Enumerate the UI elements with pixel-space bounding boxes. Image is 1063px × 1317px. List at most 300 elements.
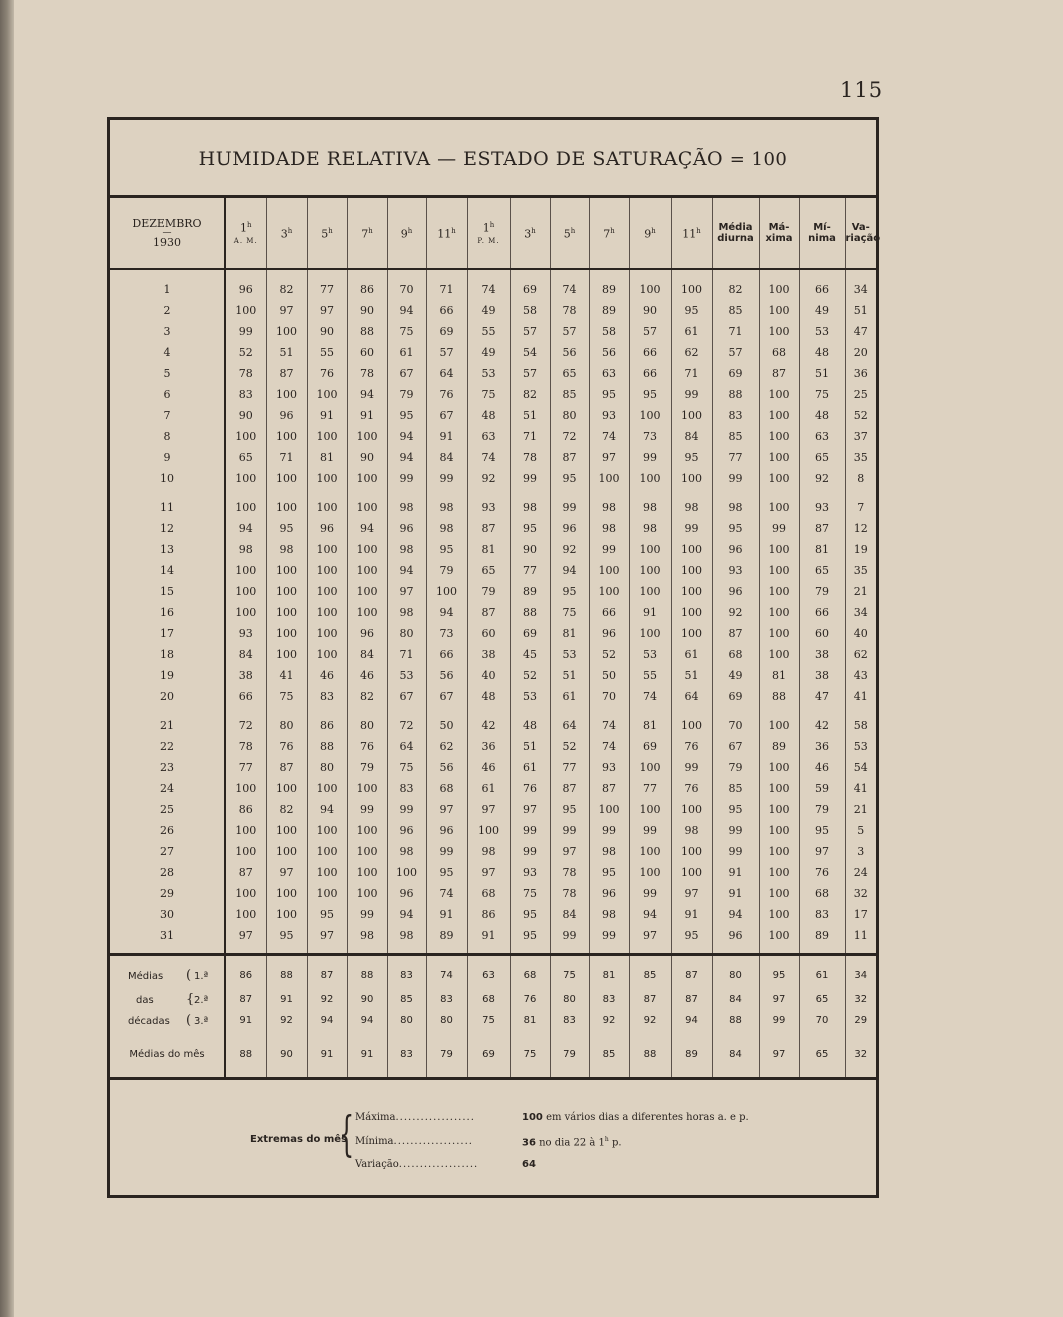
value-cell: 96 [266, 405, 307, 426]
value-cell: 61 [510, 757, 550, 778]
value-cell: 17 [845, 904, 876, 925]
hour-header [629, 198, 671, 269]
value-cell: 61 [671, 321, 712, 342]
value-cell: 100 [671, 560, 712, 581]
decade-gap-cell [225, 707, 266, 715]
value-cell: 47 [845, 321, 876, 342]
bottom-spacer [110, 946, 876, 955]
bottom-spacer-cell [510, 946, 550, 955]
value-cell: 88 [759, 686, 799, 707]
value-cell: 91 [712, 883, 759, 904]
value-cell: 79 [799, 581, 845, 602]
decade-mean-value: 68 [467, 989, 510, 1010]
value-cell: 100 [266, 841, 307, 862]
value-cell: 64 [671, 686, 712, 707]
value-cell: 57 [550, 321, 589, 342]
value-cell: 97 [426, 799, 467, 820]
value-cell: 48 [467, 405, 510, 426]
value-cell: 81 [799, 539, 845, 560]
decade-gap-cell [510, 489, 550, 497]
value-cell: 71 [671, 363, 712, 384]
value-cell: 95 [266, 925, 307, 946]
value-cell: 94 [307, 799, 347, 820]
value-cell: 95 [510, 518, 550, 539]
value-cell: 65 [799, 560, 845, 581]
value-cell: 98 [467, 841, 510, 862]
table-row [110, 384, 876, 405]
value-cell: 97 [671, 883, 712, 904]
variacao-line [355, 1159, 478, 1170]
top-spacer-cell [629, 269, 671, 279]
value-cell: 5 [845, 820, 876, 841]
value-cell: 77 [550, 757, 589, 778]
table-row [110, 715, 876, 736]
table-row [110, 363, 876, 384]
value-cell: 37 [845, 426, 876, 447]
top-spacer-cell [347, 269, 387, 279]
value-cell: 81 [307, 447, 347, 468]
value-cell: 94 [387, 447, 426, 468]
decade-gap-cell [799, 707, 845, 715]
value-cell: 98 [629, 497, 671, 518]
value-cell: 88 [712, 384, 759, 405]
value-cell: 100 [629, 623, 671, 644]
value-cell: 85 [712, 300, 759, 321]
value-cell: 100 [759, 862, 799, 883]
decade-mean-value: 90 [347, 989, 387, 1010]
hour-suffix: h [328, 227, 333, 236]
month-mean-value: 75 [510, 1031, 550, 1079]
decade-gap-cell [426, 489, 467, 497]
value-cell: 84 [671, 426, 712, 447]
value-cell: 100 [266, 904, 307, 925]
value-cell: 95 [589, 384, 629, 405]
value-cell: 100 [671, 799, 712, 820]
year-label: 1930 [153, 236, 181, 249]
decade-gap-cell [266, 489, 307, 497]
table-title [110, 148, 876, 170]
value-cell: 52 [845, 405, 876, 426]
value-cell: 87 [759, 363, 799, 384]
hour-suffix: h [489, 220, 495, 229]
value-cell: 90 [510, 539, 550, 560]
value-cell: 63 [799, 426, 845, 447]
value-cell: 100 [266, 560, 307, 581]
value-cell: 76 [799, 862, 845, 883]
value-cell: 70 [387, 279, 426, 300]
value-cell: 24 [845, 862, 876, 883]
decade-gap-cell [671, 489, 712, 497]
top-spacer-cell [225, 269, 266, 279]
value-cell: 100 [759, 904, 799, 925]
value-cell: 98 [426, 497, 467, 518]
value-cell: 100 [225, 581, 266, 602]
decade-mean-value: 83 [387, 955, 426, 990]
value-cell: 100 [225, 468, 266, 489]
minima-header-line: nima [808, 233, 836, 244]
value-cell: 100 [671, 602, 712, 623]
value-cell: 83 [387, 778, 426, 799]
table-row [110, 602, 876, 623]
maxima-note: em vários dias a diferentes horas a. e p. [546, 1112, 749, 1123]
value-cell: 53 [467, 363, 510, 384]
value-cell: 71 [510, 426, 550, 447]
value-cell: 98 [387, 925, 426, 946]
table-row [110, 686, 876, 707]
top-spacer-cell [307, 269, 347, 279]
hour-suffix: h [368, 227, 373, 236]
value-cell: 100 [225, 904, 266, 925]
value-cell: 100 [266, 426, 307, 447]
value-cell: 38 [799, 644, 845, 665]
table-row [110, 925, 876, 946]
decade-mean-value: 99 [759, 1010, 799, 1031]
decade-mean-value: 84 [712, 989, 759, 1010]
decade-mean-row [110, 989, 876, 1010]
value-cell: 61 [550, 686, 589, 707]
hour-header [510, 198, 550, 269]
decade-gap-cell [225, 489, 266, 497]
month-mean-value: 91 [307, 1031, 347, 1079]
top-spacer-cell [510, 269, 550, 279]
hour-label: 3 [280, 227, 288, 241]
table-frame [107, 117, 879, 1198]
decade-mean-value: 88 [712, 1010, 759, 1031]
decade-gap-cell [307, 707, 347, 715]
table-row [110, 581, 876, 602]
value-cell: 93 [510, 862, 550, 883]
value-cell: 96 [387, 883, 426, 904]
value-cell: 90 [225, 405, 266, 426]
top-spacer-cell [712, 269, 759, 279]
value-cell: 96 [712, 539, 759, 560]
value-cell: 74 [589, 736, 629, 757]
value-cell: 95 [510, 904, 550, 925]
value-cell: 95 [510, 925, 550, 946]
bottom-spacer-cell [799, 946, 845, 955]
value-cell: 41 [266, 665, 307, 686]
decade-mean-value: 76 [510, 989, 550, 1010]
hour-suffix: h [696, 227, 701, 236]
month-mean-value: 88 [225, 1031, 266, 1079]
value-cell: 86 [347, 279, 387, 300]
value-cell: 97 [510, 799, 550, 820]
table-row [110, 539, 876, 560]
decade-label-cell [110, 955, 225, 990]
value-cell: 100 [759, 715, 799, 736]
bottom-spacer-cell [307, 946, 347, 955]
decade-mean-value: 75 [550, 955, 589, 990]
day-cell: 28 [110, 862, 225, 883]
value-cell: 41 [845, 686, 876, 707]
maxima-header [759, 198, 799, 269]
table-row [110, 468, 876, 489]
value-cell: 60 [799, 623, 845, 644]
decade-mean-value: 85 [629, 955, 671, 990]
extremes-section [110, 1092, 876, 1195]
value-cell: 93 [589, 405, 629, 426]
decade-brace: ( [186, 1013, 192, 1028]
value-cell: 98 [387, 539, 426, 560]
value-cell: 56 [589, 342, 629, 363]
variacao-value: 64 [522, 1159, 536, 1170]
decade-gap [110, 489, 876, 497]
value-cell: 89 [426, 925, 467, 946]
decade-mean-value: 83 [589, 989, 629, 1010]
maxima-header-line: xima [765, 233, 793, 244]
value-cell: 91 [629, 602, 671, 623]
month-mean-value: 97 [759, 1031, 799, 1079]
day-cell: 6 [110, 384, 225, 405]
value-cell: 67 [387, 363, 426, 384]
value-cell: 100 [225, 602, 266, 623]
maxima-value-line [522, 1112, 749, 1123]
top-spacer-cell [550, 269, 589, 279]
decade-brace: { [186, 992, 195, 1007]
value-cell: 96 [307, 518, 347, 539]
value-cell: 81 [467, 539, 510, 560]
value-cell: 90 [629, 300, 671, 321]
value-cell: 78 [550, 883, 589, 904]
day-cell: 12 [110, 518, 225, 539]
decade-mean-value: 74 [426, 955, 467, 990]
value-cell: 100 [266, 321, 307, 342]
value-cell: 66 [426, 300, 467, 321]
value-cell: 91 [671, 904, 712, 925]
hour-header [671, 198, 712, 269]
month-mean-row [110, 1031, 876, 1079]
value-cell: 99 [712, 820, 759, 841]
value-cell: 76 [266, 736, 307, 757]
table-row [110, 665, 876, 686]
value-cell: 64 [426, 363, 467, 384]
value-cell: 100 [759, 497, 799, 518]
decade-gap-cell [387, 707, 426, 715]
value-cell: 69 [712, 686, 759, 707]
value-cell: 99 [712, 841, 759, 862]
decade-mean-value: 80 [550, 989, 589, 1010]
value-cell: 51 [550, 665, 589, 686]
value-cell: 61 [467, 778, 510, 799]
value-cell: 98 [426, 518, 467, 539]
value-cell: 83 [307, 686, 347, 707]
hour-header [347, 198, 387, 269]
value-cell: 55 [467, 321, 510, 342]
header-row [110, 198, 876, 269]
value-cell: 98 [629, 518, 671, 539]
value-cell: 95 [550, 799, 589, 820]
value-cell: 38 [467, 644, 510, 665]
table-row [110, 426, 876, 447]
hour-suffix: h [651, 227, 656, 236]
bottom-spacer-cell [467, 946, 510, 955]
value-cell: 100 [671, 862, 712, 883]
variacao-header-line: riação [845, 233, 881, 244]
value-cell: 98 [387, 497, 426, 518]
value-cell: 100 [307, 778, 347, 799]
month-mean-label: Médias do mês [110, 1031, 225, 1079]
variacao-dots: ................... [398, 1159, 479, 1170]
value-cell: 100 [671, 279, 712, 300]
decade-gap-cell [845, 707, 876, 715]
decade-mean-value: 88 [266, 955, 307, 990]
value-cell: 100 [759, 321, 799, 342]
month-label: DEZEMBRO [132, 217, 202, 230]
value-cell: 87 [467, 518, 510, 539]
value-cell: 46 [347, 665, 387, 686]
value-cell: 75 [550, 602, 589, 623]
value-cell: 51 [845, 300, 876, 321]
value-cell: 96 [387, 820, 426, 841]
decade-mean-row [110, 955, 876, 990]
month-mean-value: 79 [426, 1031, 467, 1079]
top-spacer-cell [266, 269, 307, 279]
value-cell: 100 [266, 468, 307, 489]
value-cell: 77 [225, 757, 266, 778]
value-cell: 42 [467, 715, 510, 736]
value-cell: 76 [307, 363, 347, 384]
value-cell: 93 [467, 497, 510, 518]
top-spacer-cell [845, 269, 876, 279]
value-cell: 100 [629, 757, 671, 778]
value-cell: 99 [629, 820, 671, 841]
day-cell: 11 [110, 497, 225, 518]
value-cell: 84 [347, 644, 387, 665]
decade-gap-cell [589, 707, 629, 715]
month-mean-value: 69 [467, 1031, 510, 1079]
minima-note-a: no dia 22 à 1 [539, 1137, 605, 1149]
value-cell: 94 [347, 384, 387, 405]
decade-gap-cell [671, 707, 712, 715]
value-cell: 99 [550, 820, 589, 841]
value-cell: 20 [845, 342, 876, 363]
month-mean-value: 65 [799, 1031, 845, 1079]
value-cell: 69 [510, 623, 550, 644]
value-cell: 99 [510, 820, 550, 841]
hour-suffix: h [610, 227, 615, 236]
value-cell: 81 [629, 715, 671, 736]
decade-gap-cell [110, 707, 225, 715]
hour-header [387, 198, 426, 269]
value-cell: 57 [510, 363, 550, 384]
decade-gap-cell [712, 489, 759, 497]
value-cell: 48 [467, 686, 510, 707]
value-cell: 48 [510, 715, 550, 736]
value-cell: 100 [759, 539, 799, 560]
decade-mean-value: 83 [426, 989, 467, 1010]
value-cell: 95 [629, 384, 671, 405]
value-cell: 98 [266, 539, 307, 560]
value-cell: 99 [510, 841, 550, 862]
decade-label-cell [110, 989, 225, 1010]
value-cell: 96 [550, 518, 589, 539]
decade-mean-value: 80 [387, 1010, 426, 1031]
value-cell: 72 [550, 426, 589, 447]
value-cell: 60 [347, 342, 387, 363]
hour-label: 11 [437, 227, 452, 241]
value-cell: 100 [347, 468, 387, 489]
value-cell: 100 [307, 841, 347, 862]
day-cell: 2 [110, 300, 225, 321]
decade-mean-value: 80 [426, 1010, 467, 1031]
value-cell: 86 [225, 799, 266, 820]
value-cell: 7 [845, 497, 876, 518]
value-cell: 99 [671, 518, 712, 539]
value-cell: 100 [759, 300, 799, 321]
value-cell: 100 [225, 883, 266, 904]
decade-key: 2.ª [194, 995, 209, 1006]
minima-hour-sup: h [604, 1136, 609, 1143]
value-cell: 99 [629, 447, 671, 468]
value-cell: 8 [845, 468, 876, 489]
value-cell: 95 [671, 300, 712, 321]
day-cell: 24 [110, 778, 225, 799]
day-cell: 27 [110, 841, 225, 862]
value-cell: 56 [426, 665, 467, 686]
value-cell: 74 [467, 447, 510, 468]
day-cell: 14 [110, 560, 225, 581]
value-cell: 75 [799, 384, 845, 405]
value-cell: 53 [510, 686, 550, 707]
value-cell: 94 [387, 560, 426, 581]
value-cell: 100 [759, 384, 799, 405]
month-mean-value: 83 [387, 1031, 426, 1079]
value-cell: 95 [589, 862, 629, 883]
value-cell: 100 [629, 841, 671, 862]
value-cell: 95 [671, 925, 712, 946]
value-cell: 51 [510, 405, 550, 426]
value-cell: 82 [347, 686, 387, 707]
hour-label: 11 [682, 227, 697, 241]
hour-header [426, 198, 467, 269]
value-cell: 36 [467, 736, 510, 757]
top-spacer-cell [589, 269, 629, 279]
value-cell: 78 [225, 736, 266, 757]
decade-mean-value: 97 [759, 989, 799, 1010]
value-cell: 76 [671, 736, 712, 757]
value-cell: 100 [307, 623, 347, 644]
value-cell: 53 [799, 321, 845, 342]
value-cell: 74 [550, 279, 589, 300]
value-cell: 100 [307, 539, 347, 560]
value-cell: 98 [387, 602, 426, 623]
value-cell: 100 [347, 426, 387, 447]
decade-mean-value: 87 [307, 955, 347, 990]
value-cell: 68 [467, 883, 510, 904]
value-cell: 90 [347, 447, 387, 468]
value-cell: 51 [266, 342, 307, 363]
value-cell: 96 [712, 925, 759, 946]
value-cell: 63 [589, 363, 629, 384]
value-cell: 67 [712, 736, 759, 757]
value-cell: 95 [799, 820, 845, 841]
bottom-spacer-cell [266, 946, 307, 955]
value-cell: 49 [467, 300, 510, 321]
value-cell: 57 [629, 321, 671, 342]
value-cell: 50 [426, 715, 467, 736]
decade-mean-value: 65 [799, 989, 845, 1010]
value-cell: 100 [307, 602, 347, 623]
value-cell: 95 [550, 581, 589, 602]
hour-suffix: h [570, 227, 576, 236]
hour-suffix: h [246, 220, 252, 229]
day-cell: 5 [110, 363, 225, 384]
decade-label-word: décadas [128, 1016, 170, 1027]
value-cell: 98 [510, 497, 550, 518]
value-cell: 71 [712, 321, 759, 342]
ampm-label: A. M. [233, 237, 258, 246]
value-cell: 49 [467, 342, 510, 363]
